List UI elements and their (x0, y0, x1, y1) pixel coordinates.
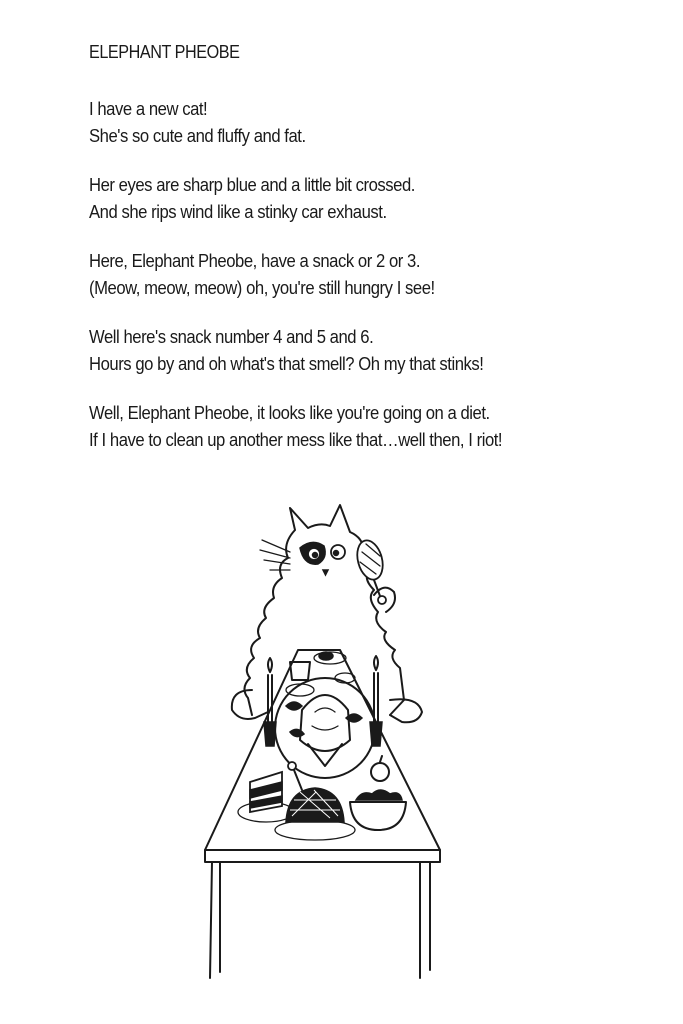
poem-line: Hours go by and oh what's that smell? Oh my that stinks! (89, 353, 484, 374)
poem-line: Well, Elephant Pheobe, it looks like you're going on a diet. (89, 402, 490, 423)
salad-bowl-icon (350, 790, 406, 830)
stanza-5 (89, 399, 611, 453)
poem-line: Her eyes are sharp blue and a little bit crossed. (89, 174, 415, 195)
poem-line: Well here's snack number 4 and 5 and 6. (89, 326, 374, 347)
poem-line: She's so cute and fluffy and fat. (89, 125, 306, 146)
stanza-1 (89, 95, 611, 149)
candle-right (370, 656, 382, 746)
poem-line: And she rips wind like a stinky car exhaust. (89, 201, 387, 222)
cat-face (300, 542, 345, 575)
cake-slice-icon (238, 772, 294, 822)
poem-line: (Meow, meow, meow) oh, you're still hungry I see! (89, 277, 435, 298)
stanza-2 (89, 171, 611, 225)
stanza-3 (89, 247, 611, 301)
stanza-4 (89, 323, 611, 377)
poem (89, 40, 611, 475)
poem-title: ELEPHANT PHEOBE (89, 42, 240, 62)
poem-line: I have a new cat! (89, 98, 208, 119)
drumstick-icon (353, 538, 387, 604)
poem-line: Here, Elephant Pheobe, have a snack or 2 or 3. (89, 250, 421, 271)
cat-feast-illustration (190, 500, 460, 985)
apple-icon (371, 756, 389, 781)
cat-body (232, 505, 422, 722)
poem-line: If I have to clean up another mess like that…well then, I riot! (89, 429, 503, 450)
